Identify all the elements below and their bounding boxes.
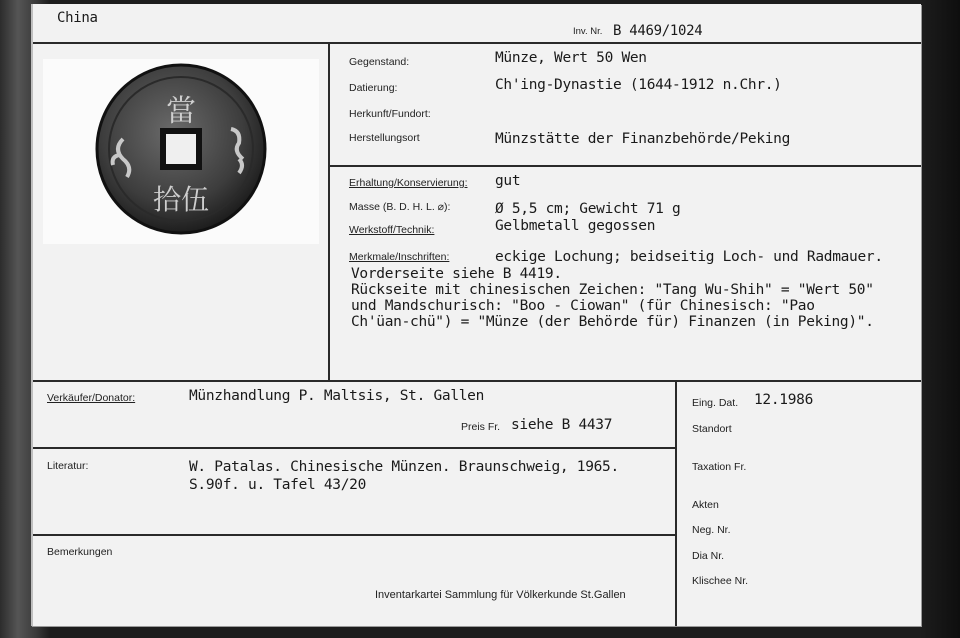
masse-value: Ø 5,5 cm; Gewicht 71 g [495, 201, 681, 217]
eing-dat-value: 12.1986 [754, 392, 814, 408]
erhaltung-value: gut [495, 173, 521, 189]
inv-nr-label: Inv. Nr. [573, 26, 603, 37]
divider [328, 165, 921, 167]
klischee-nr-label: Klischee Nr. [692, 575, 749, 587]
neg-nr-label: Neg. Nr. [692, 524, 731, 536]
bemerkungen-label: Bemerkungen [47, 546, 113, 558]
herstellungsort-value: Münzstätte der Finanzbehörde/Peking [495, 131, 791, 147]
taxation-label: Taxation Fr. [692, 461, 747, 473]
verkaeufer-value: Münzhandlung P. Maltsis, St. Gallen [189, 388, 485, 404]
inv-nr-value: B 4469/1024 [613, 23, 703, 39]
coin-photo [43, 59, 319, 244]
country-label: China [57, 10, 98, 26]
divider [328, 42, 330, 380]
coin-top-character: 當 [166, 94, 196, 129]
literatur-line-1: W. Patalas. Chinesische Münzen. Braunschweig, 1965. [189, 459, 619, 475]
footer-text: Inventarkartei Sammlung für Völkerkunde St.Gallen [375, 589, 626, 601]
preis-label: Preis Fr. [461, 421, 501, 433]
coin-icon [43, 59, 319, 244]
inventory-card [31, 4, 921, 626]
gegenstand-value: Münze, Wert 50 Wen [495, 50, 647, 66]
divider [33, 447, 675, 449]
herkunft-label: Herkunft/Fundort: [349, 108, 431, 120]
coin-bottom-characters: 拾伍 [152, 183, 210, 216]
gegenstand-label: Gegenstand: [349, 56, 410, 68]
divider [33, 380, 921, 382]
literatur-label: Literatur: [47, 460, 89, 472]
divider [675, 380, 677, 626]
werkstoff-label: Werkstoff/Technik: [349, 224, 435, 236]
merkmale-label: Merkmale/Inschriften: [349, 251, 450, 263]
merkmale-text [351, 266, 911, 330]
merkmale-line: Vorderseite siehe B 4419. [351, 266, 562, 282]
verkaeufer-label: Verkäufer/Donator: [47, 392, 136, 404]
herstellungsort-label: Herstellungsort [349, 132, 420, 144]
dia-nr-label: Dia Nr. [692, 550, 725, 562]
eing-dat-label: Eing. Dat. [692, 397, 739, 409]
divider [33, 42, 921, 44]
datierung-value: Ch'ing-Dynastie (1644-1912 n.Chr.) [495, 77, 782, 93]
werkstoff-value: Gelbmetall gegossen [495, 218, 656, 234]
divider [33, 534, 675, 536]
standort-label: Standort [692, 423, 732, 435]
erhaltung-label: Erhaltung/Konservierung: [349, 177, 468, 189]
merkmale-line: Rückseite mit chinesischen Zeichen: "Tang Wu-Shih" = "Wert 50" [351, 282, 874, 298]
masse-label: Masse (B. D. H. L. ⌀): [349, 201, 451, 213]
merkmale-line: Ch'üan-chü") = "Münze (der Behörde für) Finanzen (in Peking)". [351, 314, 874, 330]
merkmale-line: und Mandschurisch: "Boo - Ciowan" (für Chinesisch: "Pao [351, 298, 815, 314]
literatur-line-2: S.90f. u. Tafel 43/20 [189, 477, 367, 493]
preis-value: siehe B 4437 [511, 417, 613, 433]
datierung-label: Datierung: [349, 82, 398, 94]
akten-label: Akten [692, 499, 719, 511]
merkmale-line-1: eckige Lochung; beidseitig Loch- und Radmauer. [495, 249, 883, 265]
